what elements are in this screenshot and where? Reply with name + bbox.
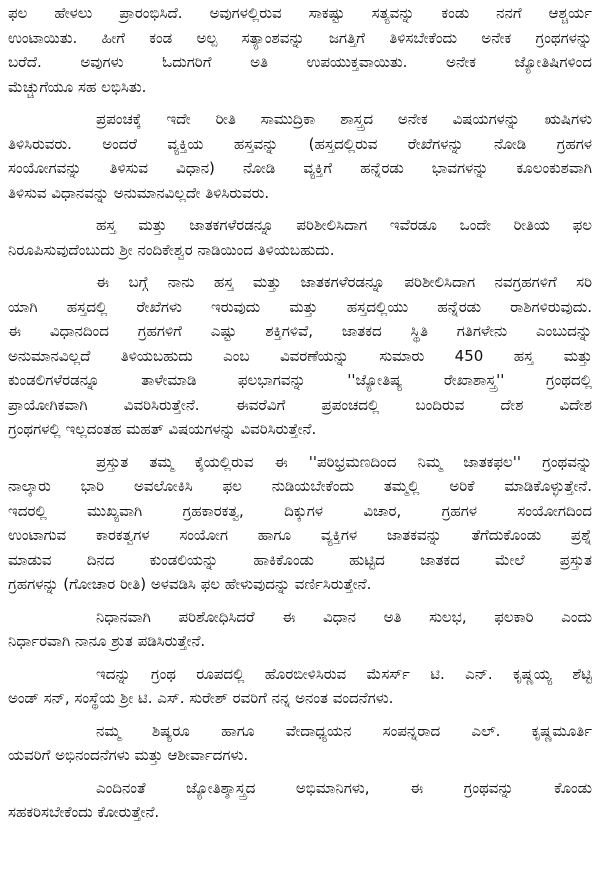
text-line: ತಿಳಿಸುವ ವಿಧಾನವನ್ನು ಅನುಮಾನವಿಲ್ಲದೇ ತಿಳಿಸಿರುವರು. [8, 183, 270, 202]
text-line: ಉಂಟಾಯಿತು. ಹೀಗೆ ಕಂಡ ಅಲ್ಪ ಸತ್ಯಾಂಶವನ್ನು ಜಗತ್ತಿಗೆ ತಿಳಿಸಬೇಕೆಂದು ಅನೇಕ ಗ್ರಂಥಗಳನ್ನು [8, 28, 592, 47]
paragraph [8, 776, 592, 825]
text-line: ಕುಂಡಲಿಗಳೆರಡನ್ನೂ ತಾಳೇಮಾಡಿ ಫಲಭಾಗವನ್ನು ''ಜ್ಯೋತಿಷ್ಯ ರೇಖಾಶಾಸ್ತ್ರ'' ಗ್ರಂಥದಲ್ಲಿ [8, 371, 592, 389]
text-line: ನಿಧಾನವಾಗಿ ಪರಿಶೋಧಿಸಿದರೆ ಈ ವಿಧಾನ ಅತಿ ಸುಲಭ, ಫಲಕಾರಿ ಎಂದು [96, 607, 592, 626]
text-line: ನಿರ್ಧಾರವಾಗಿ ನಾನೂ ಶ್ರುತ ಪಡಿಸಿರುತ್ತೇನೆ. [8, 632, 206, 650]
text-line: ಇದರಲ್ಲಿ ಮುಖ್ಯವಾಗಿ ಗ್ರಹಕಾರಕತ್ವ, ದಿಕ್ಕುಗಳ ವಿಚಾರ, ಗ್ರಹಗಳ ಸಂಯೋಗದಿಂದ [8, 501, 592, 520]
paragraph [8, 450, 592, 597]
text-line: ನಿರೂಪಿಸುವುದೆಂಬುದು ಶ್ರೀ ನಂದಿಕೇಶ್ವರ ನಾಡಿಯಿಂದ ತಿಳಿಯಬಹುದು. [8, 240, 335, 259]
text-line: ಮೆಚ್ಚುಗೆಯೂ ಸಹ ಲಭಿಸಿತು. [8, 77, 147, 96]
text-line: ಅಂಡ್ ಸನ್, ಸಂಸ್ಥೆಯ ಶ್ರೀ ಟಿ. ಎಸ್. ಸುರೇಶ್ ರವರಿಗೆ ನನ್ನ ಅನಂತ ವಂದನೆಗಳು. [8, 689, 394, 707]
text-line: ಉಂಟಾಗುವ ಕಾರಕತ್ವಗಳ ಸಂಯೋಗ ಹಾಗೂ ವ್ಯಕ್ತಿಗಳ ಜಾತಕವನ್ನು ತೆಗೆದುಕೊಂಡು ಪ್ರಶ್ನೆ [8, 526, 592, 544]
paragraph [8, 270, 592, 442]
paragraph [8, 213, 592, 262]
text-line: ಪ್ರಪಂಚಕ್ಕೆ ಇದೇ ರೀತಿ ಸಾಮುದ್ರಿಕಾ ಶಾಸ್ತ್ರದ ಅನೇಕ ವಿಷಯಗಳನ್ನು ಋಷಿಗಳು [96, 110, 592, 128]
text-line: ತಿಳಿಸಿರುವರು. ಅಂದರೆ ವ್ಯಕ್ತಿಯ ಹಸ್ತವನ್ನು (ಹಸ್ತದಲ್ಲಿರುವ ರೇಖೆಗಳನ್ನು ನೋಡಿ ಗ್ರಹಗಳ [8, 134, 592, 153]
text-line: ನಾಲ್ಕಾರು ಭಾರಿ ಅವಲೋಕಿಸಿ ಫಲ ನುಡಿಯಬೇಕೆಂದು ತಮ್ಮಲ್ಲಿ ಅರಿಕೆ ಮಾಡಿಕೊಳ್ಳುತ್ತೇನೆ. [8, 477, 592, 495]
text-line: ಪ್ರಾಯೋಗಿಕವಾಗಿ ವಿವರಿಸಿರುತ್ತೇನೆ. ಈವರೆವಿಗೆ ಪ್ರಪಂಚದಲ್ಲಿ ಬಂದಿರುವ ದೇಶ ವಿದೇಶ [8, 395, 592, 414]
paragraph [8, 107, 592, 205]
text-line: ಗ್ರಂಥಗಳಲ್ಲಿ ಇಲ್ಲದಂತಹ ಮಹತ್ ವಿಷಯಗಳನ್ನು ವಿವರಿಸಿರುತ್ತೇನೆ. [8, 420, 317, 438]
text-line: ಹಸ್ತ ಮತ್ತು ಜಾತಕಗಳೆರಡನ್ನೂ ಪರಿಶೀಲಿಸಿದಾಗ ಇವೆರಡೂ ಒಂದೇ ರೀತಿಯ ಫಲ [96, 216, 592, 234]
text-line: ಗ್ರಹಗಳನ್ನು (ಗೋಚಾರ ರೀತಿ) ಅಳವಡಿಸಿ ಫಲ ಹೇಳುವುದನ್ನು ವರ್ಣಿಸಿರುತ್ತೇನೆ. [8, 575, 372, 593]
text-line: ಎಂದಿನಂತೆ ಜ್ಯೋತಿಶ್ಶಾಸ್ತ್ರದ ಅಭಿಮಾನಿಗಳು, ಈ ಗ್ರಂಥವನ್ನು ಕೊಂಡು [96, 778, 592, 797]
paragraph [8, 719, 592, 768]
text-line: ಪ್ರಸ್ತುತ ತಮ್ಮ ಕೈಯಲ್ಲಿರುವ ಈ ''ಪರಿಭ್ರಮಣದಿಂದ ನಿಮ್ಮ ಜಾತಕಫಲ'' ಗ್ರಂಥವನ್ನು [96, 452, 592, 471]
text-line: ಈ ಬಗ್ಗೆ ನಾನು ಹಸ್ತ ಮತ್ತು ಜಾತಕಗಳೆರಡನ್ನೂ ಪರಿಶೀಲಿಸಿದಾಗ ನವಗ್ರಹಗಳಿಗೆ ಸರಿ [96, 273, 592, 291]
text-line: ಸಹಕರಿಸಬೇಕೆಂದು ಕೋರುತ್ತೇನೆ. [8, 803, 160, 821]
text-line: ಈ ವಿಧಾನದಿಂದ ಗ್ರಹಗಳಿಗೆ ಎಷ್ಟು ಶಕ್ತಿಗಳಿವೆ, ಜಾತಕದ ಸ್ಥಿತಿ ಗತಿಗಳೇನು ಎಂಬುದನ್ನು [8, 322, 592, 340]
text-line: ಅನುಮಾನವಿಲ್ಲದೆ ತಿಳಿಯಬಹುದು ಎಂಬ ವಿವರಣೆಯನ್ನು ಸುಮಾರು 450 ಹಸ್ತ ಮತ್ತು [8, 346, 592, 365]
text-line: ಯಾಗಿ ಹಸ್ತದಲ್ಲಿ ರೇಖೆಗಳು ಇರುವುದು ಮತ್ತು ಹಸ್ತದಲ್ಲಿಯು ಹನ್ನೆರಡು ರಾಶಿಗಳಿರುವುದು. [8, 297, 592, 316]
text-line: ಇದನ್ನು ಗ್ರಂಥ ರೂಪದಲ್ಲಿ ಹೊರಬೀಳಿಸಿರುವ ಮೆಸರ್ಸ್ ಟಿ. ಎನ್. ಕೃಷ್ಣಯ್ಯ ಶೆಟ್ಟಿ [96, 664, 592, 683]
paragraph [8, 662, 592, 711]
text-line: ಬರೆದೆ. ಅವುಗಳು ಓದುಗರಿಗೆ ಅತಿ ಉಪಯುಕ್ತವಾಯಿತು. ಅನೇಕ ಜ್ಯೋತಿಷಿಗಳಿಂದ [8, 53, 592, 71]
text-line: ಸಂಯೋಗವನ್ನು ತಿಳಿಸುವ ವಿಧಾನ) ನೋಡಿ ವ್ಯಕ್ತಿಗೆ ಹನ್ನೆರಡು ಭಾವಗಳನ್ನು ಕೂಲಂಕುಶವಾಗಿ [8, 159, 592, 177]
paragraph [8, 605, 592, 654]
text-line: ಫಲ ಹೇಳಲು ಪ್ರಾರಂಭಿಸಿದೆ. ಅವುಗಳಲ್ಲಿರುವ ಸಾಕಷ್ಟು ಸತ್ಯವನ್ನು ಕಂಡು ನನಗೆ ಆಶ್ಚರ್ಯ [8, 4, 592, 22]
text-line: ಮಾಡುವ ದಿನದ ಕುಂಡಲಿಯನ್ನು ಹಾಕಿಕೊಂಡು ಹುಟ್ಟಿದ ಜಾತಕದ ಮೇಲೆ ಪ್ರಸ್ತುತ [8, 550, 592, 569]
paragraph [8, 1, 592, 99]
text-line: ನಮ್ಮ ಶಿಷ್ಯರೂ ಹಾಗೂ ವೇದಾಧ್ಯಯನ ಸಂಪನ್ನರಾದ ಎಲ್. ಕೃಷ್ಣಮೂರ್ತಿ [96, 721, 592, 740]
text-line: ಯವರಿಗೆ ಅಭಿನಂದನೆಗಳು ಮತ್ತು ಆಶೀರ್ವಾದಗಳು. [8, 746, 249, 764]
